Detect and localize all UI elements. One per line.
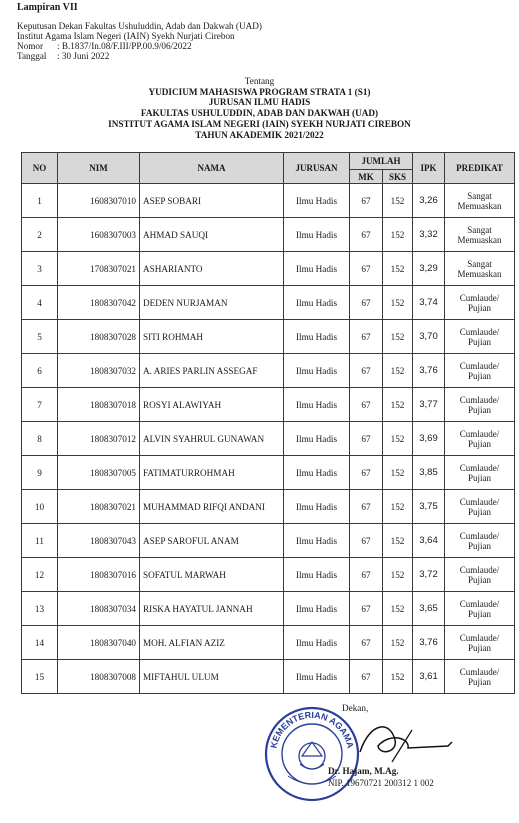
handwritten-signature xyxy=(350,712,460,768)
header-nama: NAMA xyxy=(140,153,284,184)
cell-mk: 67 xyxy=(350,456,383,490)
title-line-3: FAKULTAS USHULUDDIN, ADAB DAN DAKWAH (UAD) xyxy=(140,108,379,118)
cell-ipk: 3,76 xyxy=(413,626,445,660)
cell-nama: MIFTAHUL ULUM xyxy=(140,660,284,694)
cell-nim: 1808307016 xyxy=(58,558,140,592)
header-nim: NIM xyxy=(58,153,140,184)
cell-mk: 67 xyxy=(350,626,383,660)
header-sks: SKS xyxy=(383,170,413,184)
predikat-line-1: Cumlaude/ xyxy=(459,326,500,337)
cell-nama: FATIMATURROHMAH xyxy=(140,456,284,490)
cell-sks: 152 xyxy=(383,626,413,660)
predikat-line-2: Memuaskan xyxy=(457,200,502,211)
cell-nama: ASHARIANTO xyxy=(140,252,284,286)
cell-predikat xyxy=(445,660,515,694)
header-jumlah: JUMLAH xyxy=(350,153,413,170)
cell-ipk: 3,61 xyxy=(413,660,445,694)
predikat-line-1: Cumlaude/ xyxy=(459,598,500,609)
cell-nim: 1608307003 xyxy=(58,218,140,252)
cell-ipk: 3,29 xyxy=(413,252,445,286)
cell-nama: ROSYI ALAWIYAH xyxy=(140,388,284,422)
cell-predikat xyxy=(445,592,515,626)
predikat-line-1: Cumlaude/ xyxy=(459,292,500,303)
table-row xyxy=(22,660,515,694)
cell-predikat xyxy=(445,388,515,422)
cell-nim: 1808307018 xyxy=(58,388,140,422)
cell-nama: MUHAMMAD RIFQI ANDANI xyxy=(140,490,284,524)
title-line-4: INSTITUT AGAMA ISLAM NEGERI (IAIN) SYEKH NURJATI CIREBON xyxy=(108,119,411,129)
cell-predikat xyxy=(445,558,515,592)
table-row xyxy=(22,286,515,320)
predikat-line-2: Pujian xyxy=(467,370,491,381)
cell-jurusan: Ilmu Hadis xyxy=(284,524,350,558)
cell-jurusan: Ilmu Hadis xyxy=(284,660,350,694)
cell-sks: 152 xyxy=(383,456,413,490)
cell-sks: 152 xyxy=(383,558,413,592)
table-row xyxy=(22,592,515,626)
cell-jurusan: Ilmu Hadis xyxy=(284,422,350,456)
cell-mk: 67 xyxy=(350,660,383,694)
cell-jurusan: Ilmu Hadis xyxy=(284,456,350,490)
cell-no: 12 xyxy=(22,558,58,592)
cell-predikat xyxy=(445,218,515,252)
cell-no: 11 xyxy=(22,524,58,558)
cell-mk: 67 xyxy=(350,558,383,592)
table-row xyxy=(22,422,515,456)
table-row xyxy=(22,388,515,422)
cell-jurusan: Ilmu Hadis xyxy=(284,252,350,286)
header-mk: MK xyxy=(350,170,383,184)
predikat-line-2: Pujian xyxy=(467,438,491,449)
cell-predikat xyxy=(445,490,515,524)
predikat-line-1: Cumlaude/ xyxy=(459,360,500,371)
cell-no: 14 xyxy=(22,626,58,660)
predikat-line-1: Sangat xyxy=(467,258,492,269)
cell-nim: 1608307010 xyxy=(58,184,140,218)
svg-text:KEMENTERIAN AGAMA xyxy=(268,710,355,750)
cell-nim: 1708307021 xyxy=(58,252,140,286)
cell-ipk: 3,77 xyxy=(413,388,445,422)
cell-no: 4 xyxy=(22,286,58,320)
cell-no: 8 xyxy=(22,422,58,456)
cell-mk: 67 xyxy=(350,320,383,354)
cell-predikat xyxy=(445,456,515,490)
cell-sks: 152 xyxy=(383,388,413,422)
predikat-line-2: Pujian xyxy=(467,506,491,517)
cell-mk: 67 xyxy=(350,524,383,558)
cell-predikat xyxy=(445,320,515,354)
predikat-line-1: Cumlaude/ xyxy=(459,564,500,575)
cell-predikat xyxy=(445,286,515,320)
cell-jurusan: Ilmu Hadis xyxy=(284,592,350,626)
cell-nama: SOFATUL MARWAH xyxy=(140,558,284,592)
tanggal-value: : 30 Juni 2022 xyxy=(57,51,110,61)
cell-no: 15 xyxy=(22,660,58,694)
cell-sks: 152 xyxy=(383,660,413,694)
cell-mk: 67 xyxy=(350,354,383,388)
cell-jurusan: Ilmu Hadis xyxy=(284,490,350,524)
cell-jurusan: Ilmu Hadis xyxy=(284,388,350,422)
cell-nama: SITI ROHMAH xyxy=(140,320,284,354)
predikat-line-1: Cumlaude/ xyxy=(459,666,500,677)
cell-ipk: 3,85 xyxy=(413,456,445,490)
cell-sks: 152 xyxy=(383,592,413,626)
predikat-line-1: Sangat xyxy=(467,190,492,201)
cell-ipk: 3,72 xyxy=(413,558,445,592)
cell-nim: 1808307021 xyxy=(58,490,140,524)
title-line-1: YUDICIUM MAHASISWA PROGRAM STRATA 1 (S1) xyxy=(148,87,371,97)
predikat-line-2: Pujian xyxy=(467,302,491,313)
cell-no: 5 xyxy=(22,320,58,354)
stamp-icon xyxy=(262,704,362,804)
title-line-2: JURUSAN ILMU HADIS xyxy=(208,97,311,107)
table-row xyxy=(22,558,515,592)
cell-nim: 1808307032 xyxy=(58,354,140,388)
cell-no: 10 xyxy=(22,490,58,524)
cell-sks: 152 xyxy=(383,320,413,354)
predikat-line-2: Memuaskan xyxy=(457,234,502,245)
tentang-label: Tentang xyxy=(244,76,275,86)
table-row xyxy=(22,524,515,558)
cell-ipk: 3,74 xyxy=(413,286,445,320)
cell-nama: RISKA HAYATUL JANNAH xyxy=(140,592,284,626)
predikat-line-2: Pujian xyxy=(467,608,491,619)
cell-nama: A. ARIES PARLIN ASSEGAF xyxy=(140,354,284,388)
cell-no: 6 xyxy=(22,354,58,388)
header-predikat: PREDIKAT xyxy=(445,153,515,184)
cell-no: 7 xyxy=(22,388,58,422)
cell-no: 9 xyxy=(22,456,58,490)
cell-mk: 67 xyxy=(350,490,383,524)
nomor-row xyxy=(17,41,192,51)
cell-nama: ALVIN SYAHRUL GUNAWAN xyxy=(140,422,284,456)
cell-sks: 152 xyxy=(383,524,413,558)
cell-ipk: 3,69 xyxy=(413,422,445,456)
cell-nim: 1808307012 xyxy=(58,422,140,456)
tanggal-key: Tanggal xyxy=(17,51,47,61)
cell-nim: 1808307043 xyxy=(58,524,140,558)
predikat-line-2: Pujian xyxy=(467,574,491,585)
cell-nim: 1808307040 xyxy=(58,626,140,660)
cell-predikat xyxy=(445,626,515,660)
cell-nama: ASEP SOBARI xyxy=(140,184,284,218)
cell-no: 13 xyxy=(22,592,58,626)
predikat-line-2: Pujian xyxy=(467,540,491,551)
official-stamp xyxy=(262,704,362,809)
cell-jurusan: Ilmu Hadis xyxy=(284,626,350,660)
predikat-line-2: Pujian xyxy=(467,642,491,653)
cell-jurusan: Ilmu Hadis xyxy=(284,558,350,592)
table-row xyxy=(22,218,515,252)
table-row xyxy=(22,456,515,490)
cell-ipk: 3,65 xyxy=(413,592,445,626)
cell-mk: 67 xyxy=(350,592,383,626)
lampiran-label: Lampiran VII xyxy=(17,2,78,13)
cell-sks: 152 xyxy=(383,218,413,252)
cell-sks: 152 xyxy=(383,286,413,320)
cell-ipk: 3,76 xyxy=(413,354,445,388)
predikat-line-1: Cumlaude/ xyxy=(459,632,500,643)
cell-jurusan: Ilmu Hadis xyxy=(284,354,350,388)
header-no: NO xyxy=(22,153,58,184)
cell-ipk: 3,26 xyxy=(413,184,445,218)
cell-sks: 152 xyxy=(383,490,413,524)
predikat-line-1: Cumlaude/ xyxy=(459,428,500,439)
cell-nama: DEDEN NURJAMAN xyxy=(140,286,284,320)
signatory-name: Dr. Hajam, M.Ag. xyxy=(328,766,399,776)
cell-ipk: 3,75 xyxy=(413,490,445,524)
title-line-5: TAHUN AKADEMIK 2021/2022 xyxy=(195,130,324,140)
decree-line-2: Institut Agama Islam Negeri (IAIN) Syekh Nurjati Cirebon xyxy=(17,31,235,41)
cell-ipk: 3,32 xyxy=(413,218,445,252)
cell-predikat xyxy=(445,524,515,558)
cell-predikat xyxy=(445,354,515,388)
cell-mk: 67 xyxy=(350,388,383,422)
decree-line-1: Keputusan Dekan Fakultas Ushuluddin, Adab dan Dakwah (UAD) xyxy=(17,21,262,31)
table-row xyxy=(22,626,515,660)
cell-ipk: 3,64 xyxy=(413,524,445,558)
cell-nim: 1808307028 xyxy=(58,320,140,354)
cell-mk: 67 xyxy=(350,286,383,320)
cell-mk: 67 xyxy=(350,218,383,252)
header-ipk: IPK xyxy=(413,153,445,184)
predikat-line-1: Sangat xyxy=(467,224,492,235)
cell-sks: 152 xyxy=(383,354,413,388)
signatory-nip: NIP. 19670721 200312 1 002 xyxy=(328,778,434,788)
cell-ipk: 3,70 xyxy=(413,320,445,354)
cell-jurusan: Ilmu Hadis xyxy=(284,184,350,218)
cell-no: 3 xyxy=(22,252,58,286)
predikat-line-1: Cumlaude/ xyxy=(459,462,500,473)
cell-jurusan: Ilmu Hadis xyxy=(284,320,350,354)
cell-mk: 67 xyxy=(350,184,383,218)
table-body xyxy=(22,184,515,694)
predikat-line-2: Memuaskan xyxy=(457,268,502,279)
tanggal-row xyxy=(17,51,109,61)
stamp-text: KEMENTERIAN AGAMA xyxy=(268,709,356,750)
cell-sks: 152 xyxy=(383,184,413,218)
cell-mk: 67 xyxy=(350,252,383,286)
predikat-line-2: Pujian xyxy=(467,676,491,687)
cell-no: 1 xyxy=(22,184,58,218)
table-row xyxy=(22,490,515,524)
cell-predikat xyxy=(445,252,515,286)
cell-nama: MOH. ALFIAN AZIZ xyxy=(140,626,284,660)
predikat-line-2: Pujian xyxy=(467,336,491,347)
cell-predikat xyxy=(445,422,515,456)
predikat-line-2: Pujian xyxy=(467,472,491,483)
predikat-line-2: Pujian xyxy=(467,404,491,415)
cell-predikat xyxy=(445,184,515,218)
cell-nama: AHMAD SAUQI xyxy=(140,218,284,252)
nomor-key: Nomor xyxy=(17,41,44,51)
table-row xyxy=(22,184,515,218)
cell-sks: 152 xyxy=(383,422,413,456)
cell-nim: 1808307005 xyxy=(58,456,140,490)
nomor-value: : B.1837/In.08/F.III/PP.00.9/06/2022 xyxy=(57,41,192,51)
predikat-line-1: Cumlaude/ xyxy=(459,530,500,541)
table-row xyxy=(22,354,515,388)
header-jurusan: JURUSAN xyxy=(284,153,350,184)
cell-jurusan: Ilmu Hadis xyxy=(284,218,350,252)
cell-sks: 152 xyxy=(383,252,413,286)
cell-nim: 1808307034 xyxy=(58,592,140,626)
cell-nim: 1808307008 xyxy=(58,660,140,694)
predikat-line-1: Cumlaude/ xyxy=(459,496,500,507)
cell-no: 2 xyxy=(22,218,58,252)
cell-nim: 1808307042 xyxy=(58,286,140,320)
cell-nama: ASEP SAROFUL ANAM xyxy=(140,524,284,558)
dekan-label: Dekan, xyxy=(342,703,369,713)
table-row xyxy=(22,320,515,354)
table-row xyxy=(22,252,515,286)
cell-mk: 67 xyxy=(350,422,383,456)
predikat-line-1: Cumlaude/ xyxy=(459,394,500,405)
yudicium-table xyxy=(21,152,515,694)
cell-jurusan: Ilmu Hadis xyxy=(284,286,350,320)
